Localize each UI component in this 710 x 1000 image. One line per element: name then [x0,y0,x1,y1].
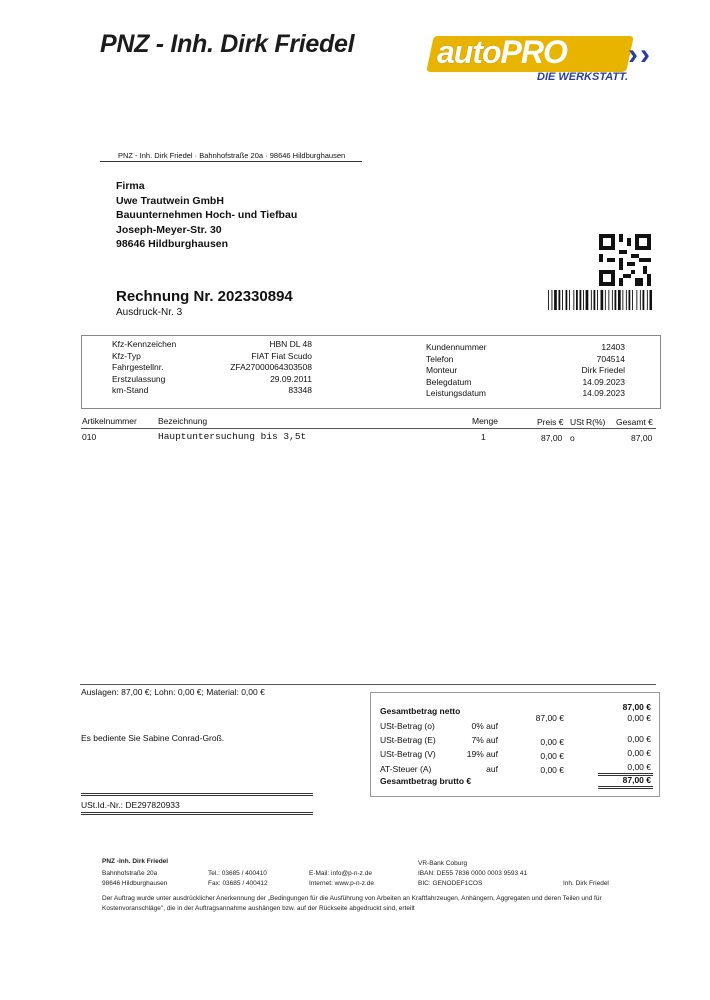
barcode-bar [636,290,637,310]
barcode-bar [608,290,609,310]
chevron-right-icon: › [640,38,650,71]
vehicle-label: Fahrgestellnr. [112,362,164,372]
net-total-label: Gesamtbetrag netto [380,706,461,716]
double-rule [81,793,313,796]
barcode-bar [615,290,617,310]
vat-row-value: 0,00 € [627,734,651,744]
vat-row-label: AT-Steuer (A) [380,764,432,774]
sender-line: PNZ - Inh. Dirk Friedel · Bahnhofstraße 20a · 98646 Hildburghausen [118,151,346,160]
customer-label: Kundennummer [426,342,487,352]
footer-iban: IBAN: DE55 7836 0000 0003 9593 41 [418,870,528,877]
vat-row-rate: 19% auf [466,749,498,759]
recipient-address [116,179,297,252]
footer-terms: Der Auftrag wurde unter ausdrücklicher Anerkennung der „Bedingungen für die Ausführung von Arbeiten an Kraftfahrzeugen, Anhängern, Aggregaten und deren Teilen und für Kostenvoranschläge", die in der Auftragsannahme aushängen bzw. auf der Rückseite abgedruckt sind, erteilt [102,895,602,912]
row-article: 010 [82,432,97,442]
gross-total-label: Gesamtbetrag brutto € [380,776,472,786]
row-total: 87,00 [631,433,653,443]
logo-pro-text: PRO [500,34,567,70]
vehicle-label: km-Stand [112,385,149,395]
footer-street: Bahnhofstraße 20a [102,870,158,877]
divider [100,161,362,162]
customer-label: Belegdatum [426,376,472,387]
vehicle-values [192,339,312,397]
barcode-bar [622,290,623,310]
vat-row-value: 0,00 € [627,762,651,772]
logo-slogan: DIE WERKSTATT. [537,71,629,83]
vehicle-label: Kfz-Kennzeichen [112,339,177,349]
row-vat-code: o [570,433,575,443]
address-line: Bauunternehmen Hoch- und Tiefbau [116,209,298,221]
barcode-bar [586,290,589,310]
customer-labels [426,342,536,400]
footer-website: Internet: www.p-n-z.de [309,880,375,887]
footer-city: 98646 Hildburghausen [102,880,168,887]
print-number: Ausdruck-Nr. 3 [116,307,183,318]
barcode-bar [562,290,563,310]
col-header-vat: USt [570,417,585,427]
barcode-bar [552,290,553,310]
row-description: Hauptuntersuchung bis 3,5t [158,431,307,442]
barcode-bar [647,290,648,310]
customer-value: 12403 [601,342,625,352]
vat-id: USt.Id.-Nr.: DE297820933 [81,800,180,810]
vat-row-base: 0,00 € [540,765,564,775]
vat-row-base: 0,00 € [540,751,564,761]
summary-top-divider [80,684,656,685]
col-header-total: Gesamt € [616,417,653,427]
col-header-quantity: Menge [472,416,498,426]
customer-value: 14.09.2023 [582,388,625,398]
footer-company: PNZ -Inh. Dirk Friedel [102,858,169,865]
row-price: 87,00 [541,433,563,443]
vat-row-base: 0,00 € [540,737,564,747]
table-header-divider [81,428,656,429]
vehicle-value: FIAT Fiat Scudo [251,350,312,361]
barcode-bar [629,290,631,310]
barcode-bar [566,290,568,310]
barcode-bar [626,290,627,310]
footer-email: E-Mail: info@p-n-z.de [309,870,372,877]
barcode-bar [573,290,574,310]
autopro-logo [437,34,567,71]
vat-row-value: 0,00 € [627,713,651,723]
chevron-right-icon: › [628,38,638,71]
vat-row-rate: 0% auf [471,721,498,731]
barcode-bar [650,290,653,310]
col-header-discount: R(%) [586,417,606,427]
customer-values [525,342,625,400]
customer-value: Dirk Friedel [581,365,625,375]
barcode [548,290,652,310]
gross-total-value: 87,00 € [622,775,651,785]
vat-row-base: 87,00 € [535,713,564,723]
col-header-description: Bezeichnung [158,416,208,426]
vat-row-rate: 7% auf [471,735,498,745]
barcode-bar [618,290,621,310]
vehicle-value: 29.09.2011 [270,373,312,384]
barcode-bar [643,290,645,310]
vehicle-value: ZFA27000064303508 [230,362,312,372]
barcode-bar [559,290,561,310]
barcode-bar [640,290,641,310]
logo-auto-text: auto [437,34,501,70]
vat-row-label: USt-Betrag (V) [380,749,436,759]
footer-bank: VR-Bank Coburg [418,860,468,867]
customer-label: Monteur [426,365,458,375]
footer-bic: BIC: GENODEF1COS [418,880,483,887]
barcode-bar [569,290,570,310]
address-line: 98646 Hildburghausen [116,238,229,250]
barcode-bar [597,290,598,310]
address-line: Firma [116,180,145,192]
vat-row-value: 0,00 € [627,748,651,758]
footer-owner: Inh. Dirk Friedel [563,880,609,887]
barcode-bar [583,290,584,310]
customer-label: Telefon [426,353,454,364]
vat-row-label: USt-Betrag (o) [380,721,435,731]
barcode-bar [612,290,613,310]
customer-label: Leistungsdatum [426,388,487,398]
barcode-bar [632,290,633,310]
served-by: Es bediente Sie Sabine Conrad-Groß. [81,733,225,743]
barcode-bar [580,290,582,310]
invoice-title: Rechnung Nr. 202330894 [116,288,293,305]
row-quantity: 1 [481,432,486,442]
vehicle-label: Erstzulassung [112,373,166,384]
barcode-bar [601,290,604,310]
footer-phone: Tel.: 03685 / 400410 [208,870,267,877]
barcode-bar [605,290,606,310]
customer-value: 14.09.2023 [582,376,625,387]
qr-code [599,234,651,286]
barcode-bar [591,290,592,310]
barcode-bar [548,290,549,310]
footer-fax: Fax: 03685 / 400412 [208,880,268,887]
customer-value: 704514 [596,353,625,364]
address-line: Uwe Trautwein GmbH [116,194,224,207]
expenses-summary: Auslagen: 87,00 €; Lohn: 0,00 €; Material: 0,00 € [81,687,265,697]
net-total-value: 87,00 € [622,702,651,712]
barcode-bar [576,290,578,310]
col-header-article: Artikelnummer [82,416,137,426]
vat-row-label: USt-Betrag (E) [380,735,436,745]
vehicle-value: HBN DL 48 [269,339,312,349]
barcode-bar [594,290,596,310]
double-rule [81,812,313,815]
vat-row-rate: auf [486,764,498,774]
barcode-bar [554,290,557,310]
company-name: PNZ - Inh. Dirk Friedel [100,30,355,58]
vehicle-value: 83348 [288,385,312,395]
address-line: Joseph-Meyer-Str. 30 [116,223,222,236]
sum-double-underline [598,786,653,789]
vehicle-label: Kfz-Typ [112,350,141,361]
col-header-price: Preis € [537,417,564,427]
